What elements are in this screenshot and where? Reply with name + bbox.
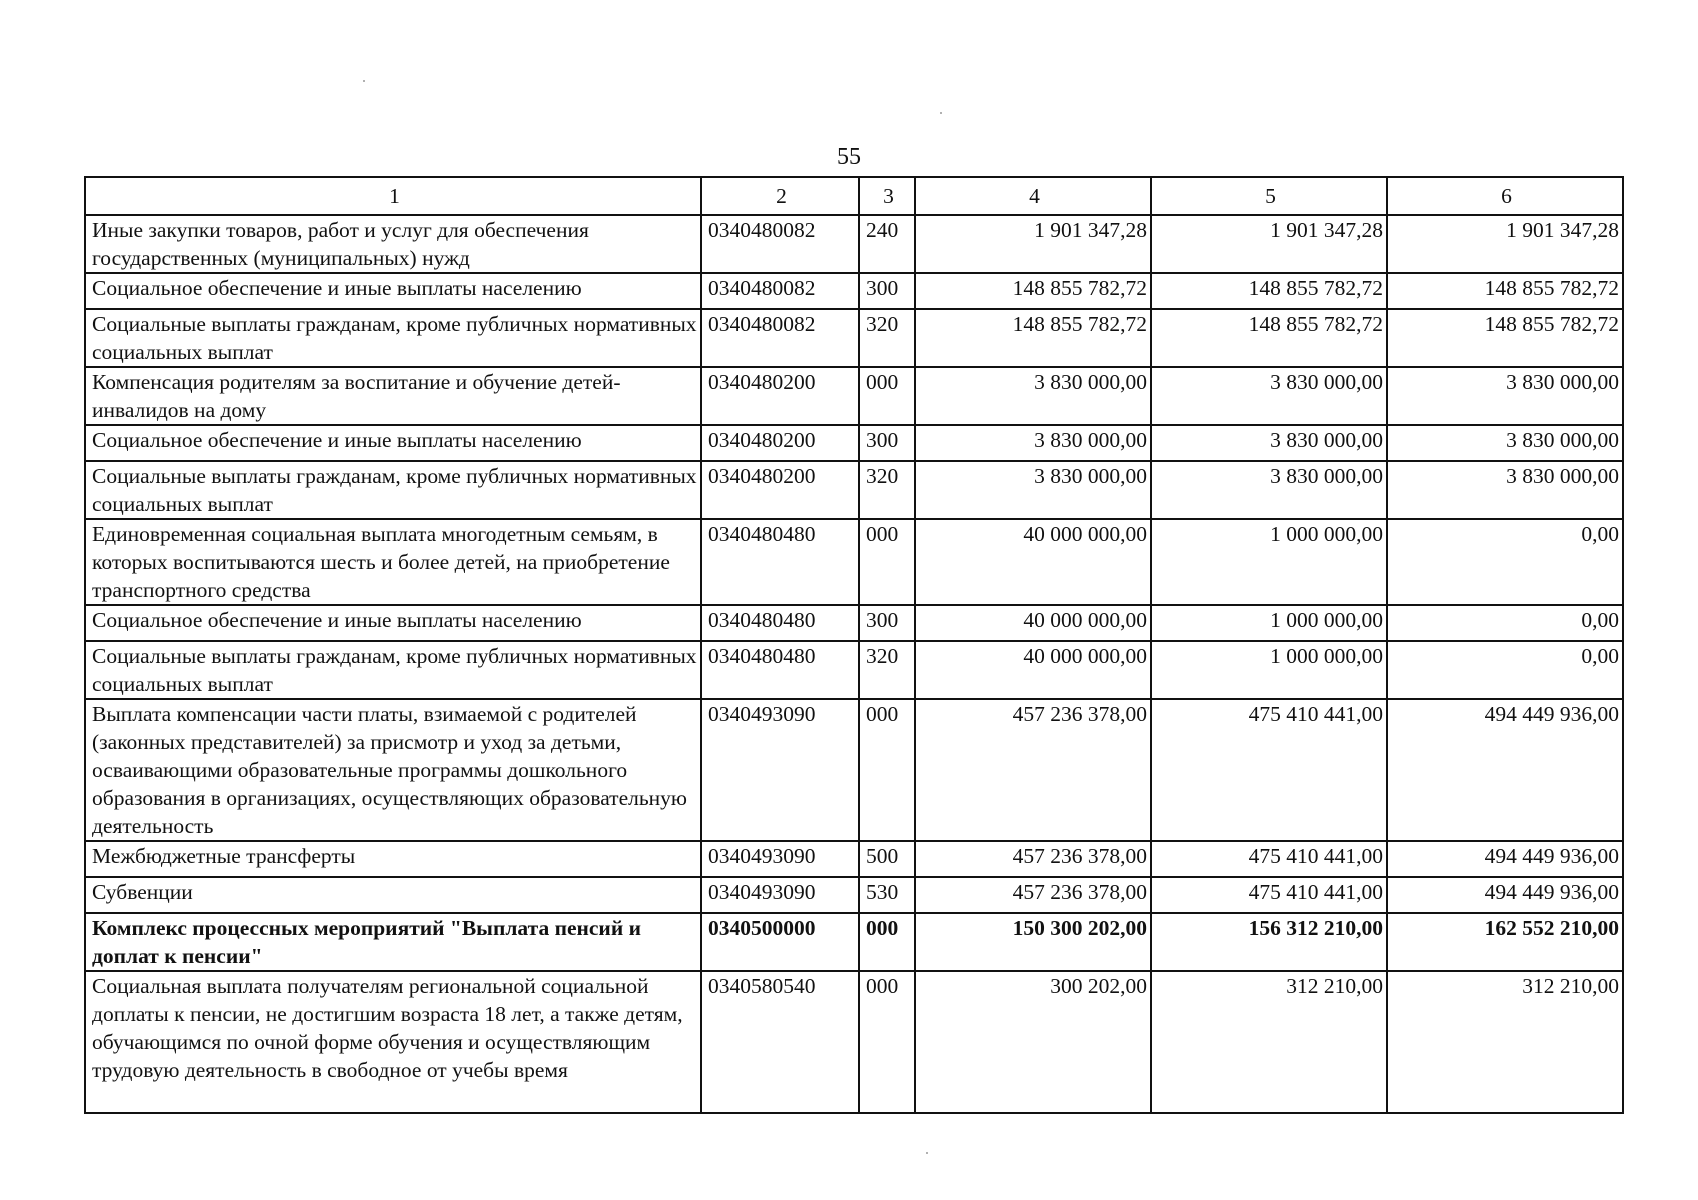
row-kvr: 300 xyxy=(859,605,915,641)
row-value-5: 3 830 000,00 xyxy=(1151,367,1387,425)
table-row-section xyxy=(85,913,1623,971)
row-value-4: 40 000 000,00 xyxy=(915,641,1151,699)
row-value-4: 457 236 378,00 xyxy=(915,699,1151,841)
row-value-4: 3 830 000,00 xyxy=(915,425,1151,461)
row-value-5: 1 000 000,00 xyxy=(1151,641,1387,699)
row-value-4: 40 000 000,00 xyxy=(915,605,1151,641)
row-code: 0340493090 xyxy=(701,877,859,913)
row-value-5: 3 830 000,00 xyxy=(1151,461,1387,519)
header-col-2: 2 xyxy=(701,177,859,215)
row-value-5: 1 000 000,00 xyxy=(1151,519,1387,605)
row-kvr: 000 xyxy=(859,367,915,425)
row-value-4: 148 855 782,72 xyxy=(915,273,1151,309)
row-value-5: 1 000 000,00 xyxy=(1151,605,1387,641)
row-kvr: 320 xyxy=(859,309,915,367)
row-code: 0340500000 xyxy=(701,913,859,971)
row-kvr: 530 xyxy=(859,877,915,913)
row-value-6: 148 855 782,72 xyxy=(1387,309,1623,367)
row-value-6: 494 449 936,00 xyxy=(1387,699,1623,841)
row-name: Социальные выплаты гражданам, кроме публичных нормативных социальных выплат xyxy=(85,641,701,699)
row-kvr: 240 xyxy=(859,215,915,273)
row-value-5: 148 855 782,72 xyxy=(1151,273,1387,309)
row-value-4: 150 300 202,00 xyxy=(915,913,1151,971)
row-value-6: 0,00 xyxy=(1387,641,1623,699)
row-value-4: 3 830 000,00 xyxy=(915,461,1151,519)
row-kvr: 500 xyxy=(859,841,915,877)
row-code: 0340480082 xyxy=(701,309,859,367)
row-value-6: 162 552 210,00 xyxy=(1387,913,1623,971)
row-value-5: 1 901 347,28 xyxy=(1151,215,1387,273)
header-col-1: 1 xyxy=(85,177,701,215)
row-value-5: 475 410 441,00 xyxy=(1151,699,1387,841)
row-value-4: 148 855 782,72 xyxy=(915,309,1151,367)
row-name: Иные закупки товаров, работ и услуг для обеспечения государственных (муниципальных) нужд xyxy=(85,215,701,273)
table-row xyxy=(85,461,1623,519)
row-value-6: 494 449 936,00 xyxy=(1387,841,1623,877)
header-row xyxy=(85,177,1623,215)
row-name: Выплата компенсации части платы, взимаемой с родителей (законных представителей) за присмотр и уход за детьми, осваивающими образовательные программы дошкольного образования в организациях, осуществляющих образовательную деятельность xyxy=(85,699,701,841)
row-name: Субвенции xyxy=(85,877,701,913)
row-value-4: 300 202,00 xyxy=(915,971,1151,1113)
row-code: 0340493090 xyxy=(701,699,859,841)
header-col-3: 3 xyxy=(859,177,915,215)
row-name: Социальное обеспечение и иные выплаты населению xyxy=(85,605,701,641)
row-name: Компенсация родителям за воспитание и обучение детей-инвалидов на дому xyxy=(85,367,701,425)
row-kvr: 000 xyxy=(859,699,915,841)
row-name: Социальная выплата получателям региональной социальной доплаты к пенсии, не достигшим возраста 18 лет, а также детям, обучающимся по очной форме обучения и осуществляющим трудовую деятельность в свободное от учебы время xyxy=(85,971,701,1113)
row-kvr: 320 xyxy=(859,641,915,699)
row-value-5: 312 210,00 xyxy=(1151,971,1387,1113)
row-value-4: 457 236 378,00 xyxy=(915,841,1151,877)
row-value-6: 148 855 782,72 xyxy=(1387,273,1623,309)
row-kvr: 000 xyxy=(859,971,915,1113)
table-row xyxy=(85,971,1623,1113)
row-value-6: 494 449 936,00 xyxy=(1387,877,1623,913)
row-code: 0340480480 xyxy=(701,519,859,605)
row-name: Межбюджетные трансферты xyxy=(85,841,701,877)
row-code: 0340480200 xyxy=(701,461,859,519)
header-col-5: 5 xyxy=(1151,177,1387,215)
row-value-5: 475 410 441,00 xyxy=(1151,841,1387,877)
row-value-4: 40 000 000,00 xyxy=(915,519,1151,605)
table-row xyxy=(85,877,1623,913)
row-value-6: 3 830 000,00 xyxy=(1387,461,1623,519)
row-code: 0340480200 xyxy=(701,367,859,425)
row-value-6: 312 210,00 xyxy=(1387,971,1623,1113)
scan-speck xyxy=(926,1152,928,1154)
row-kvr: 000 xyxy=(859,519,915,605)
page-number: 55 xyxy=(837,144,861,170)
row-code: 0340480082 xyxy=(701,273,859,309)
table-row xyxy=(85,367,1623,425)
table-row xyxy=(85,605,1623,641)
table-row xyxy=(85,215,1623,273)
row-code: 0340480082 xyxy=(701,215,859,273)
table-row xyxy=(85,699,1623,841)
row-kvr: 320 xyxy=(859,461,915,519)
row-code: 0340480200 xyxy=(701,425,859,461)
table-row xyxy=(85,425,1623,461)
scan-speck xyxy=(940,112,942,114)
row-kvr: 000 xyxy=(859,913,915,971)
table-row xyxy=(85,309,1623,367)
row-name: Социальные выплаты гражданам, кроме публичных нормативных социальных выплат xyxy=(85,309,701,367)
row-name: Социальные выплаты гражданам, кроме публичных нормативных социальных выплат xyxy=(85,461,701,519)
row-value-5: 3 830 000,00 xyxy=(1151,425,1387,461)
row-value-6: 0,00 xyxy=(1387,519,1623,605)
row-name: Социальное обеспечение и иные выплаты населению xyxy=(85,425,701,461)
row-kvr: 300 xyxy=(859,273,915,309)
row-value-5: 475 410 441,00 xyxy=(1151,877,1387,913)
row-value-6: 3 830 000,00 xyxy=(1387,367,1623,425)
row-name: Единовременная социальная выплата многодетным семьям, в которых воспитываются шесть и более детей, на приобретение транспортного средства xyxy=(85,519,701,605)
row-value-5: 156 312 210,00 xyxy=(1151,913,1387,971)
row-value-5: 148 855 782,72 xyxy=(1151,309,1387,367)
row-value-4: 457 236 378,00 xyxy=(915,877,1151,913)
row-code: 0340493090 xyxy=(701,841,859,877)
row-name: Социальное обеспечение и иные выплаты населению xyxy=(85,273,701,309)
table-row xyxy=(85,273,1623,309)
row-code: 0340480480 xyxy=(701,641,859,699)
table-row xyxy=(85,519,1623,605)
row-value-4: 1 901 347,28 xyxy=(915,215,1151,273)
row-value-6: 3 830 000,00 xyxy=(1387,425,1623,461)
budget-table xyxy=(84,176,1624,1114)
row-code: 0340480480 xyxy=(701,605,859,641)
row-value-6: 0,00 xyxy=(1387,605,1623,641)
row-name: Комплекс процессных мероприятий "Выплата пенсий и доплат к пенсии" xyxy=(85,913,701,971)
row-kvr: 300 xyxy=(859,425,915,461)
table-row xyxy=(85,841,1623,877)
header-col-4: 4 xyxy=(915,177,1151,215)
header-col-6: 6 xyxy=(1387,177,1623,215)
row-value-6: 1 901 347,28 xyxy=(1387,215,1623,273)
scan-speck xyxy=(363,80,365,82)
row-value-4: 3 830 000,00 xyxy=(915,367,1151,425)
table-row xyxy=(85,641,1623,699)
row-code: 0340580540 xyxy=(701,971,859,1113)
